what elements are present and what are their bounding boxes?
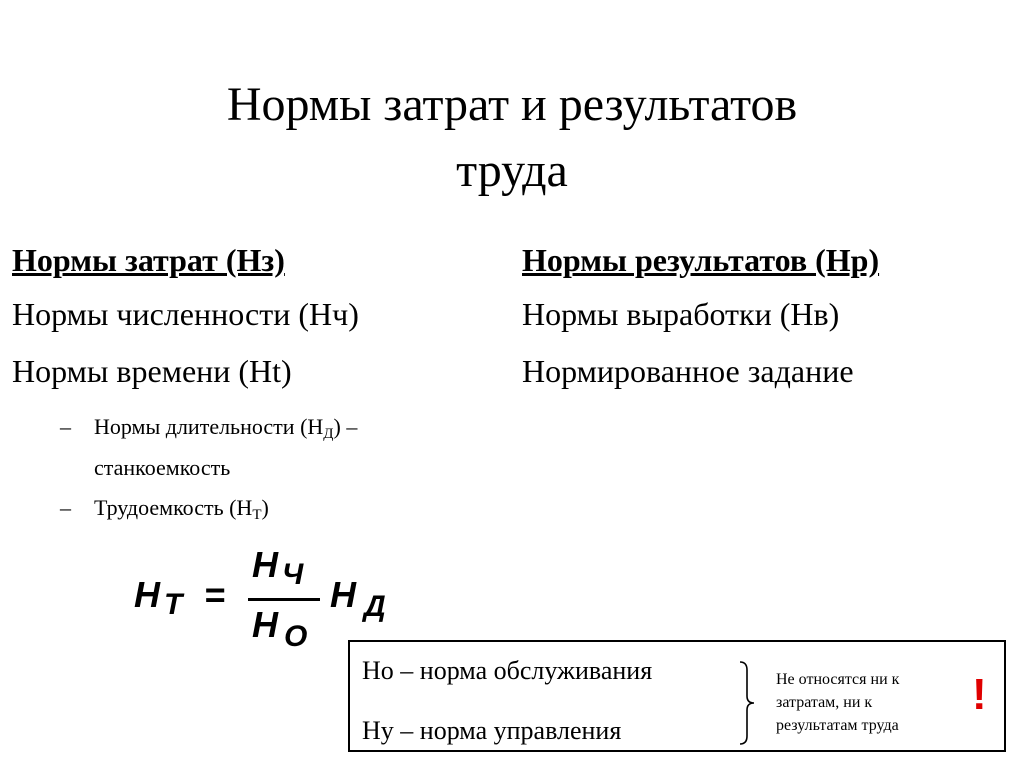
formula-denominator-subscript: O xyxy=(284,620,308,653)
cost-norms-column xyxy=(12,240,482,408)
slide-title-line-1: Нормы затрат и результатов xyxy=(226,78,798,131)
result-norms-column xyxy=(522,240,1012,408)
labor-intensity-subscript: Т xyxy=(252,507,262,523)
result-norms-heading: Нормы результатов (Нр) xyxy=(522,242,880,278)
time-norms-item: Нормы времени (Ht) xyxy=(12,353,292,389)
formula-lhs: H xyxy=(134,574,160,615)
exclamation-icon: ! xyxy=(972,670,987,719)
formula-equals: = xyxy=(204,574,226,615)
time-norms-subitems xyxy=(60,410,460,538)
labor-intensity-suffix: ) xyxy=(261,495,269,520)
fraction-bar xyxy=(248,598,320,601)
service-norm-definition: Но – норма обслуживания xyxy=(362,656,653,685)
labor-intensity-text: Трудоемкость (Н xyxy=(94,495,253,520)
duration-norms-suffix: ) – xyxy=(333,414,358,439)
formula-numerator-subscript: Ч xyxy=(282,558,304,591)
note-text: Не относятся ни к затратам, ни к результатам труда xyxy=(776,671,900,734)
formula-lhs-subscript: T xyxy=(164,588,183,621)
slide-title xyxy=(0,72,1024,204)
management-norm-definition: Ну – норма управления xyxy=(362,716,622,745)
cost-norms-heading: Нормы затрат (Нз) xyxy=(12,242,285,278)
headcount-norms-item: Нормы численности (Нч) xyxy=(12,296,359,332)
labor-intensity-subitem xyxy=(60,491,460,532)
dash-bullet: – xyxy=(60,414,71,439)
curly-brace-icon xyxy=(738,660,756,746)
formula-numerator: H xyxy=(252,544,278,585)
standardized-task-item: Нормированное задание xyxy=(522,353,854,389)
formula-rhs: H xyxy=(330,574,356,615)
slide-title-line-2: труда xyxy=(456,144,568,197)
formula-rhs-subscript: Д xyxy=(364,590,386,623)
duration-norms-subitem xyxy=(60,410,460,485)
machine-intensity-text: станкоемкость xyxy=(94,455,231,480)
duration-norms-subscript: Д xyxy=(323,426,334,442)
formula-denominator: H xyxy=(252,604,278,645)
definitions-box xyxy=(348,640,1006,752)
dash-bullet: – xyxy=(60,495,71,520)
duration-norms-text: Нормы длительности (Н xyxy=(94,414,324,439)
output-norms-item: Нормы выработки (Нв) xyxy=(522,296,840,332)
